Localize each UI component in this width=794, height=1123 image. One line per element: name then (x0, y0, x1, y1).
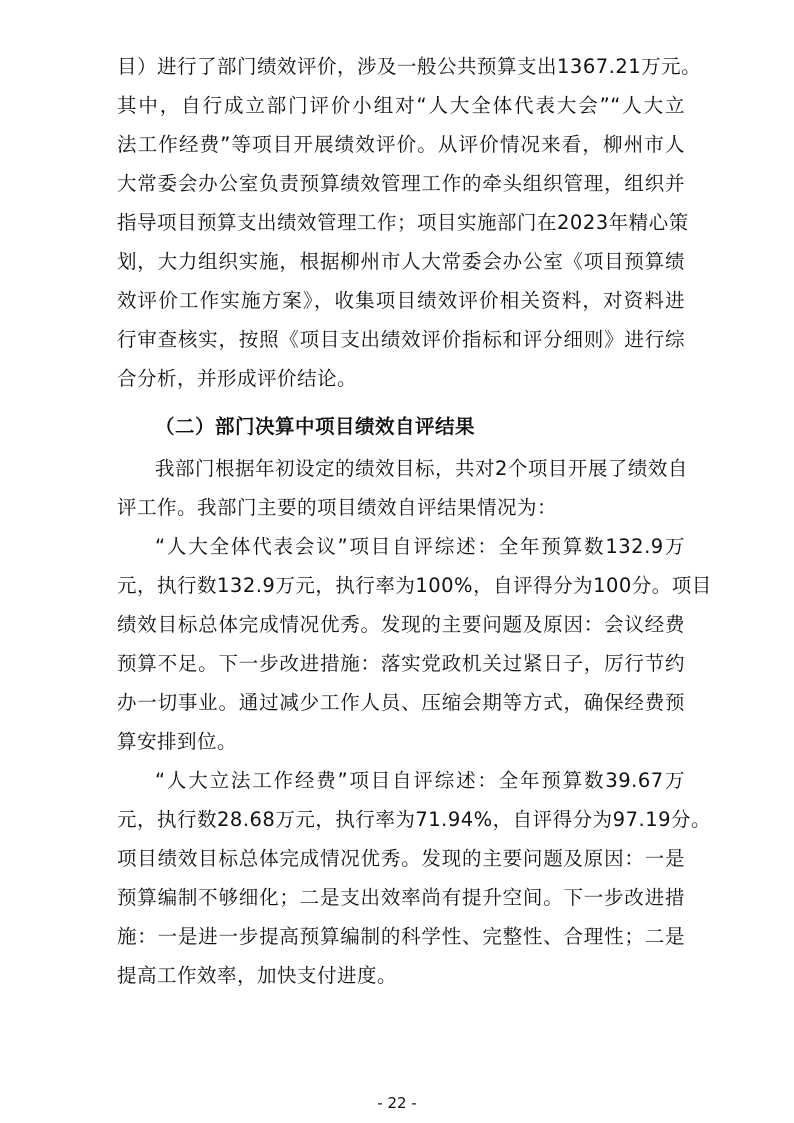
paragraph-1-line-1: 目）进行了部门绩效评价，涉及一般公共预算支出1367.21万元。 (117, 55, 702, 78)
paragraph-3-line-1: “人大全体代表会议”项目自评综述：全年预算数132.9万 (155, 535, 685, 558)
paragraph-4-line-3: 项目绩效目标总体完成情况优秀。发现的主要问题及原因：一是 (117, 847, 685, 870)
paragraph-1-line-2: 其中，自行成立部门评价小组对“人大全体代表大会”“人大立 (117, 94, 685, 117)
paragraph-4-line-4: 预算编制不够细化；二是支出效率尚有提升空间。下一步改进措 (117, 886, 685, 909)
paragraph-4-line-6: 提高工作效率，加快支付进度。 (117, 964, 398, 987)
paragraph-2-line-2: 评工作。我部门主要的项目绩效自评结果情况为： (117, 496, 558, 519)
paragraph-3-line-3: 绩效目标总体完成情况优秀。发现的主要问题及原因：会议经费 (117, 613, 685, 636)
paragraph-3-line-6: 算安排到位。 (117, 730, 238, 753)
paragraph-1-line-8: 行审查核实，按照《项目支出绩效评价指标和评分细则》进行综 (117, 328, 685, 351)
paragraph-1-line-9: 合分析，并形成评价结论。 (117, 367, 358, 390)
paragraph-1-line-3: 法工作经费”等项目开展绩效评价。从评价情况来看，柳州市人 (117, 133, 685, 156)
section-heading: （二）部门决算中项目绩效自评结果 (155, 415, 476, 438)
paragraph-4-line-1: “人大立法工作经费”项目自评综述：全年预算数39.67万 (155, 769, 685, 792)
page-number: - 22 - (377, 1094, 417, 1112)
paragraph-3-line-5: 办一切事业。通过减少工作人员、压缩会期等方式，确保经费预 (117, 691, 685, 714)
paragraph-1-line-7: 效评价工作实施方案》，收集项目绩效评价相关资料，对资料进 (117, 289, 685, 312)
paragraph-3-line-4: 预算不足。下一步改进措施：落实党政机关过紧日子，厉行节约 (117, 652, 685, 675)
paragraph-1-line-4: 大常委会办公室负责预算绩效管理工作的牵头组织管理，组织并 (117, 172, 685, 195)
paragraph-1-line-5: 指导项目预算支出绩效管理工作；项目实施部门在2023年精心策 (117, 211, 689, 234)
paragraph-1-line-6: 划，大力组织实施，根据柳州市人大常委会办公室《项目预算绩 (117, 250, 685, 273)
paragraph-4-line-5: 施：一是进一步提高预算编制的科学性、完整性、合理性；二是 (117, 925, 685, 948)
paragraph-4-line-2: 元，执行数28.68万元，执行率为71.94%，自评得分为97.19分。 (117, 808, 712, 831)
paragraph-3-line-2: 元，执行数132.9万元，执行率为100%，自评得分为100分。项目 (117, 574, 712, 597)
paragraph-2-line-1: 我部门根据年初设定的绩效目标，共对2个项目开展了绩效自 (155, 457, 688, 480)
